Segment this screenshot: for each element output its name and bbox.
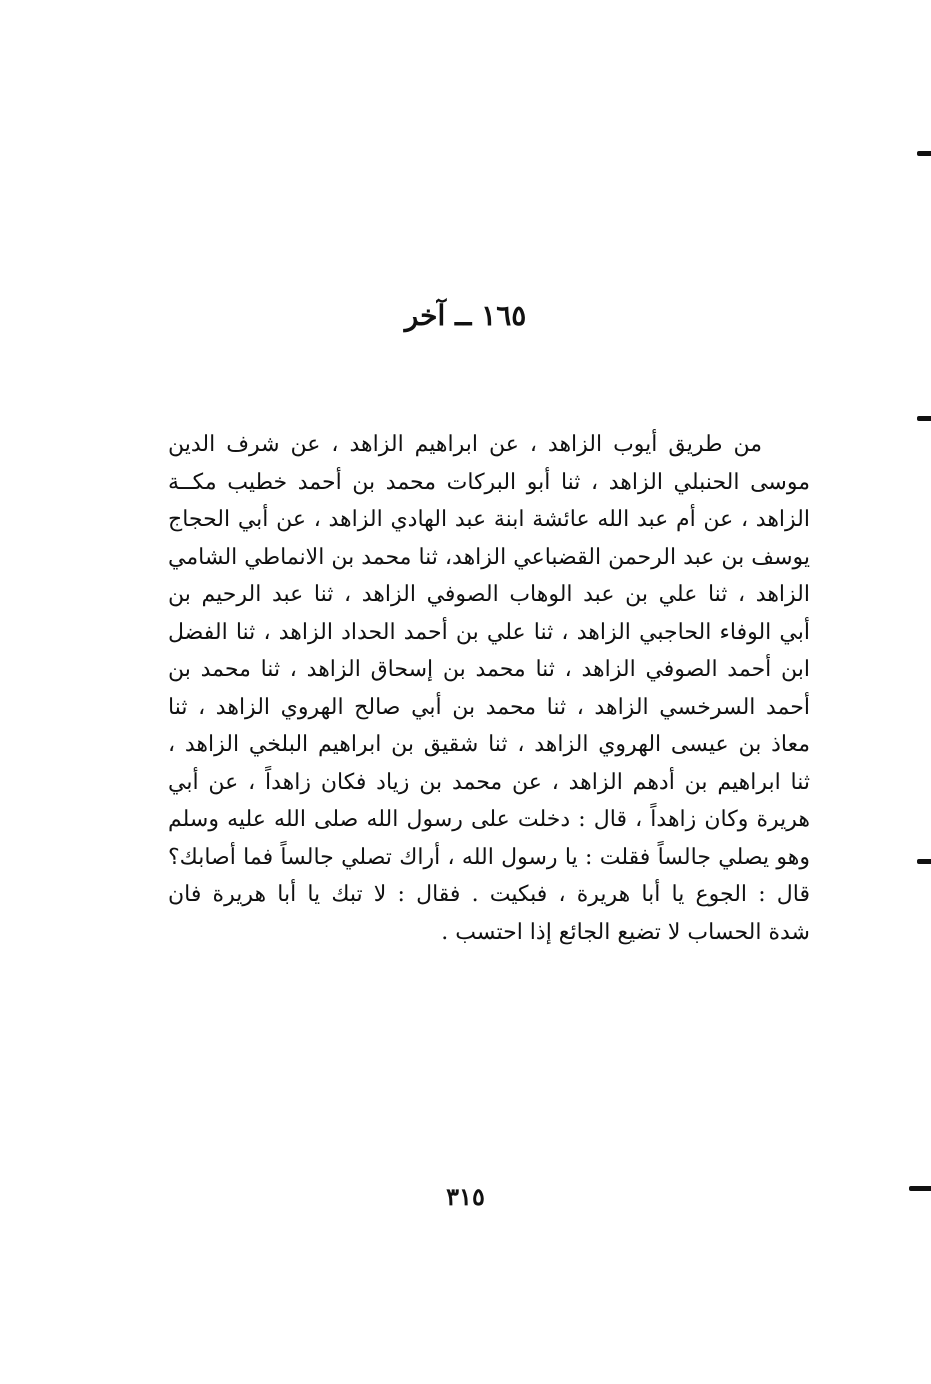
body-line: الزاهد ، ثنا علي بن عبد الوهاب الصوفي الزاهد ، ثنا عبد الرحيم بن: [168, 582, 810, 607]
body-line: أبي الوفاء الحاجبي الزاهد ، ثنا علي بن أحمد الحداد الزاهد ، ثنا الفضل: [168, 619, 810, 645]
body-line: من طريق أيوب الزاهد ، عن ابراهيم الزاهد ، عن شرف الدين: [168, 432, 762, 457]
body-line: موسى الحنبلي الزاهد ، ثنا أبو البركات محمد بن أحمد خطيب مكــة: [168, 469, 810, 495]
scan-edge-mark: [917, 416, 931, 421]
body-line: معاذ بن عيسى الهروي الزاهد ، ثنا شقيق بن ابراهيم البلخي الزاهد ،: [168, 732, 810, 757]
body-paragraph: [168, 426, 810, 951]
page-number: ٣١٥: [446, 1182, 485, 1211]
body-line: شدة الحساب لا تضيع الجائع إذا احتسب .: [441, 919, 810, 945]
body-line: وهو يصلي جالساً فقلت : يا رسول الله ، أراك تصلي جالساً فما أصابك؟: [168, 844, 810, 870]
scan-edge-mark: [917, 151, 931, 156]
scan-edge-mark: [909, 1186, 931, 1191]
scan-edge-mark: [917, 859, 931, 864]
body-line: يوسف بن عبد الرحمن القضباعي الزاهد، ثنا محمد بن الانماطي الشامي: [168, 544, 810, 570]
body-line: ابن أحمد الصوفي الزاهد ، ثنا محمد بن إسحاق الزاهد ، ثنا محمد بن: [168, 657, 810, 682]
body-line: قال : الجوع يا أبا هريرة ، فبكيت . فقال : لا تبك يا أبا هريرة فان: [168, 882, 810, 907]
body-line: أحمد السرخسي الزاهد ، ثنا محمد بن أبي صالح الهروي الزاهد ، ثنا: [168, 694, 810, 720]
body-line: ثنا ابراهيم بن أدهم الزاهد ، عن محمد بن زياد فكان زاهداً ، عن أبي: [168, 769, 810, 795]
body-line: هريرة وكان زاهداً ، قال : دخلت على رسول الله صلى الله عليه وسلم: [168, 807, 810, 832]
body-line: الزاهد ، عن أم عبد الله عائشة ابنة عبد الهادي الزاهد ، عن أبي الحجاج: [168, 507, 810, 532]
section-heading: ١٦٥ ــ آخر: [404, 299, 527, 332]
